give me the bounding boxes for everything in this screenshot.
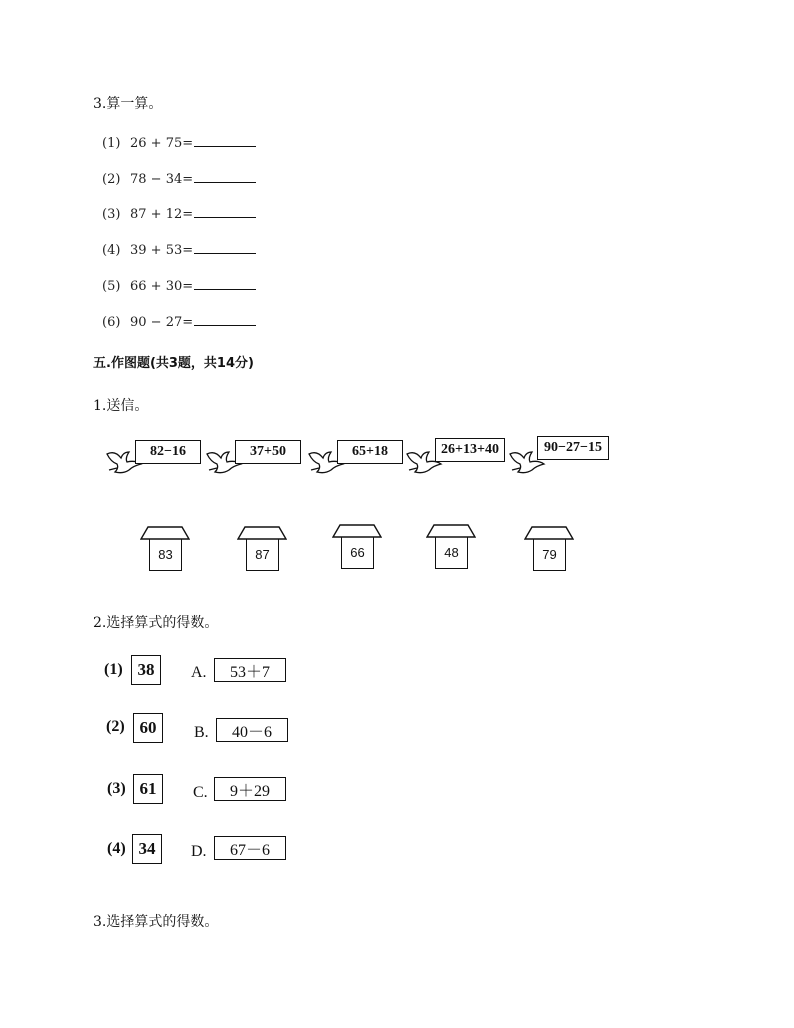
calc-expression: 39 + 53= [130, 243, 194, 258]
calc-number: (4) [102, 243, 121, 258]
calc-item-3 [102, 203, 256, 222]
calc-number: (6) [102, 315, 121, 330]
option-box-b[interactable]: 40－6 [216, 718, 288, 742]
calc-number: (1) [102, 136, 121, 151]
house-3[interactable] [332, 524, 382, 572]
calc-item-6 [102, 311, 256, 330]
roof-icon [332, 524, 382, 538]
calc-expression: 66 + 30= [130, 279, 194, 294]
calc-expression: 90 − 27= [130, 315, 194, 330]
option-letter-c: C. [193, 784, 208, 801]
house-4[interactable] [426, 524, 476, 572]
calc-number: (2) [102, 172, 121, 187]
answer-box-2[interactable]: 60 [133, 713, 163, 743]
letter-card-4[interactable]: 26+13+40 [435, 438, 505, 462]
calc-item-1 [102, 132, 256, 151]
house-number: 79 [533, 539, 566, 571]
q2-title: 2.选择算式的得数。 [93, 615, 219, 631]
letter-card-3[interactable]: 65+18 [337, 440, 403, 464]
house-number: 66 [341, 537, 374, 569]
option-letter-b: B. [194, 724, 209, 741]
roof-icon [426, 524, 476, 538]
item-label-1: (1) [104, 661, 123, 678]
house-number: 48 [435, 537, 468, 569]
answer-box-4[interactable]: 34 [132, 834, 162, 864]
calc-number: (5) [102, 279, 121, 294]
answer-blank[interactable] [194, 239, 256, 254]
part3-title: 3.算一算。 [93, 96, 163, 112]
letter-card-1[interactable]: 82−16 [135, 440, 201, 464]
q3-title: 3.选择算式的得数。 [93, 914, 219, 930]
house-5[interactable] [524, 526, 574, 574]
section-title: 五.作图题(共3题，共14分) [93, 356, 254, 371]
house-number: 83 [149, 539, 182, 571]
option-box-d[interactable]: 67－6 [214, 836, 286, 860]
option-box-c[interactable]: 9＋29 [214, 777, 286, 801]
option-box-a[interactable]: 53＋7 [214, 658, 286, 682]
answer-blank[interactable] [194, 132, 256, 147]
item-label-4: (4) [107, 840, 126, 857]
answer-box-1[interactable]: 38 [131, 655, 161, 685]
answer-blank[interactable] [194, 275, 256, 290]
calc-item-2 [102, 168, 256, 187]
calc-item-4 [102, 239, 256, 258]
option-letter-d: D. [191, 843, 207, 860]
answer-blank[interactable] [194, 311, 256, 326]
house-2[interactable] [237, 526, 287, 574]
calc-number: (3) [102, 207, 121, 222]
option-letter-a: A. [191, 664, 207, 681]
calc-expression: 78 − 34= [130, 172, 194, 187]
roof-icon [524, 526, 574, 540]
answer-box-3[interactable]: 61 [133, 774, 163, 804]
letter-card-2[interactable]: 37+50 [235, 440, 301, 464]
calc-expression: 26 + 75= [130, 136, 194, 151]
calc-item-5 [102, 275, 256, 294]
letter-card-5[interactable]: 90−27−15 [537, 436, 609, 460]
item-label-3: (3) [107, 780, 126, 797]
house-1[interactable] [140, 526, 190, 574]
roof-icon [237, 526, 287, 540]
answer-blank[interactable] [194, 203, 256, 218]
roof-icon [140, 526, 190, 540]
answer-blank[interactable] [194, 168, 256, 183]
item-label-2: (2) [106, 718, 125, 735]
q1-title: 1.送信。 [93, 398, 149, 414]
house-number: 87 [246, 539, 279, 571]
calc-expression: 87 + 12= [130, 207, 194, 222]
